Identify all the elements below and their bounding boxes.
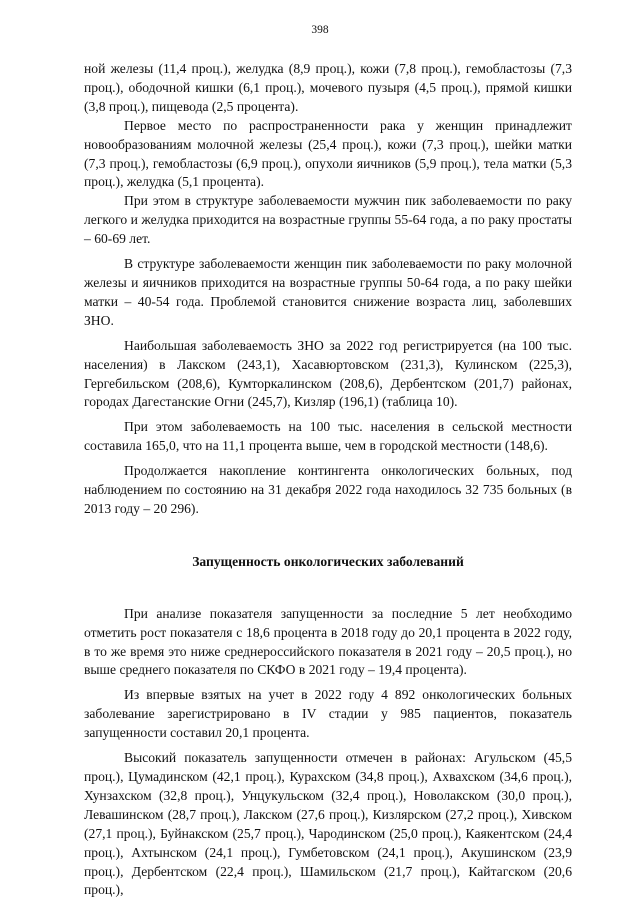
paragraph-stage-four: Из впервые взятых на учет в 2022 году 4 892 онкологических больных заболевание зарегистрировано в IV стадии у 985 пациентов, показатель запущенности составил 20,1 процента. bbox=[84, 687, 572, 741]
paragraph-rural-urban-incidence: При этом заболеваемость на 100 тыс. населения в сельской местности составила 165,0, что на 11,1 процента выше, чем в городской местности (148,6). bbox=[84, 419, 572, 454]
paragraph-women-cancer-prevalence: Первое место по распространенности рака у женщин принадлежит новообразованиям молочной железы (25,4 проц.), кожи (7,3 проц.), шейки матки (7,3 проц.), гемобластозы (6,9 проц.), опухоли яичников (5,9 проц.), тела матки (5,3 проц.), желудка (5,1 процента). bbox=[84, 117, 572, 190]
body-text bbox=[84, 60, 572, 900]
paragraph-continued: ной железы (11,4 проц.), желудка (8,9 проц.), кожи (7,8 проц.), гемобластозы (7,3 проц.), ободочной кишки (6,1 проц.), мочевого пузыря (4,5 проц.), прямой кишки (3,8 проц.), пищевода (2,5 процента). bbox=[84, 61, 572, 114]
paragraph-neglect-trend: При анализе показателя запущенности за последние 5 лет необходимо отметить рост показателя с 18,6 процента в 2018 году до 20,1 процента в 2022 году, в то же время это ниже среднероссийского показателя в 2021 году – 20,5 проц.), но выше среднего показателя по СКФО в 2021 году – 19,4 процента). bbox=[84, 605, 572, 678]
page-number: 398 bbox=[311, 24, 329, 36]
paragraph-men-peak-incidence: При этом в структуре заболеваемости мужчин пик заболеваемости по раку легкого и желудка приходится на возрастные группы 55-64 года, а по раку простаты – 60-69 лет. bbox=[84, 193, 572, 247]
paragraph-patient-contingent: Продолжается накопление контингента онкологических больных, под наблюдением по состоянию на 31 декабря 2022 года находилось 32 735 больных (в 2013 году – 20 296). bbox=[84, 463, 572, 516]
paragraph-high-neglect-districts: Высокий показатель запущенности отмечен в районах: Агульском (45,5 проц.), Цумадинском (42,1 проц.), Курахском (34,8 проц.), Ахвахском (34,6 проц.), Хунзахском (32,8 проц.), Унцукульском (32,4 проц.), Новолакском (30,0 проц.), Левашинском (28,7 проц.), Лакском (27,6 проц.), Кизлярском (27,2 проц.), Хивском (27,1 проц.), Буйнакском (25,7 проц.), Чародинском (25,0 проц.), Каякентском (24,4 проц.), Ахтынском (24,1 проц.), Гумбетовском (24,1 проц.), Акушинском (23,9 проц.), Дербентском (22,4 проц.), Шамильском (21,7 проц.), Кайтагском (20,6 проц.), bbox=[84, 750, 572, 898]
section-heading: Запущенность онкологических заболеваний bbox=[192, 553, 464, 569]
paragraph-highest-incidence-districts: Наибольшая заболеваемость ЗНО за 2022 год регистрируется (на 100 тыс. населения) в Лакском (243,1), Хасавюртовском (231,3), Кулинском (225,3), Гергебильском (208,6), Кумторкалинском (208,6), Дербентском (201,7) районах, городах Дагестанские Огни (245,7), Кизляр (196,1) (таблица 10). bbox=[84, 337, 572, 410]
paragraph-women-peak-incidence: В структуре заболеваемости женщин пик заболеваемости по раку молочной железы и яичников приходится на возрастные группы 50-64 года, а по раку шейки матки – 40-54 года. Проблемой становится снижение возраста лиц, заболевших ЗНО. bbox=[84, 256, 572, 328]
